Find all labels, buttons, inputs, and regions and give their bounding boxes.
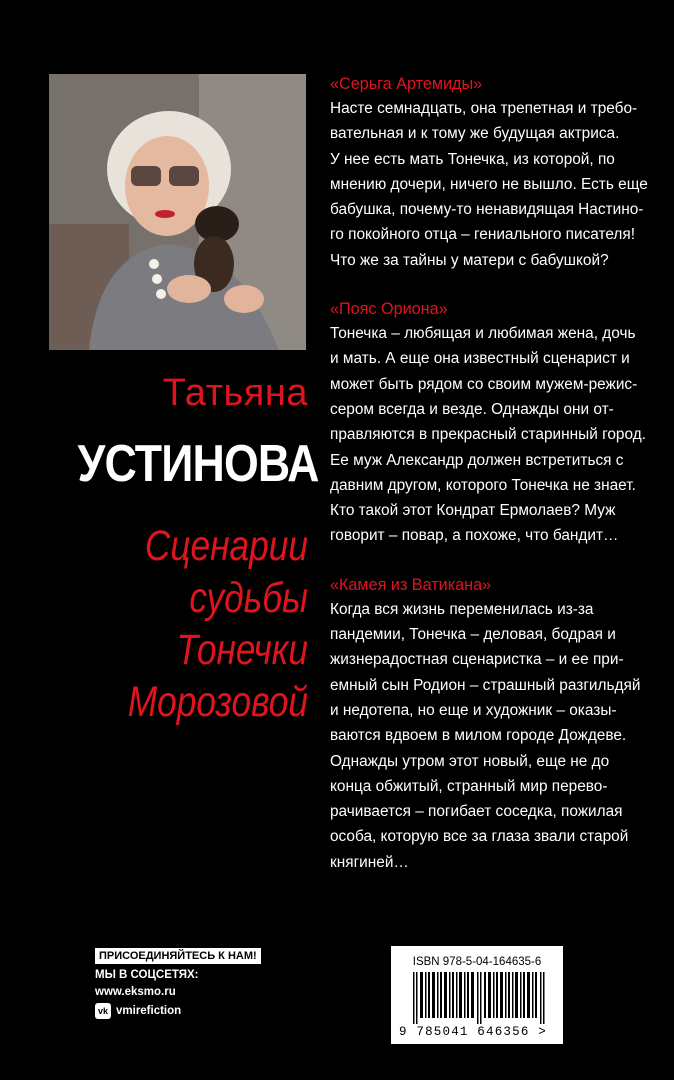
text-line: ваются вдвоем в милом городе Дождеве. [330, 727, 627, 745]
title-line: судьбы [189, 574, 308, 622]
isbn-text: ISBN 978-5-04-164635-6 [412, 956, 542, 968]
text-line: сером всегда и везде. Однажды они от- [330, 400, 614, 418]
text-line: давним другом, которого Тонечка не знает. [330, 476, 636, 494]
section-body [330, 321, 660, 549]
section-kameya [330, 573, 660, 875]
title-line: Тонечки [176, 626, 308, 674]
barcode [391, 946, 563, 1044]
text-line: правляются в прекрасный старинный город. [330, 426, 646, 444]
book-title [88, 520, 308, 728]
section-poyas [330, 297, 660, 549]
section-body [330, 96, 660, 273]
text-line: Что же за тайны у матери с бабушкой? [330, 251, 609, 269]
text-line: может быть рядом со своим мужем-режис- [330, 375, 638, 393]
text-line: Кто такой этот Кондрат Ермолаев? Муж [330, 502, 616, 520]
title-line: Морозовой [127, 678, 308, 726]
join-banner: ПРИСОЕДИНЯЙТЕСЬ К НАМ! [95, 948, 261, 964]
section-title: «Пояс Ориона» [330, 300, 448, 319]
section-body [330, 597, 660, 875]
section-title: «Серьга Артемиды» [330, 75, 483, 93]
text-line: особа, которую все за глаза звали старой [330, 828, 629, 846]
text-line: княгиней… [330, 853, 409, 871]
social-heading: МЫ В СОЦСЕТЯХ: [95, 969, 199, 981]
text-line: Ее муж Александр должен встретиться с [330, 451, 624, 469]
section-serga [330, 72, 660, 273]
text-line: емный сын Родион – страшный разгильдяй [330, 676, 641, 694]
social-block [95, 948, 275, 1019]
text-line: мнению дочери, ничего не вышло. Есть еще [330, 175, 648, 193]
text-line: и недотепа, но еще и художник – оказы- [330, 701, 617, 719]
vk-icon: vk [95, 1003, 111, 1019]
text-line: и мать. А еще она известный сценарист и [330, 350, 630, 368]
site-link[interactable]: www.eksmo.ru [95, 986, 176, 998]
vk-link[interactable] [95, 1003, 275, 1019]
text-line: вательная и к тому же будущая актриса. [330, 125, 620, 143]
text-line: Насте семнадцать, она трепетная и требо- [330, 100, 638, 117]
annotations [330, 72, 660, 875]
author-first-name: Татьяна [162, 372, 308, 414]
author-photo [49, 74, 306, 350]
section-title: «Камея из Ватикана» [330, 575, 492, 594]
barcode-bars [413, 972, 545, 1024]
text-line: пандемии, Тонечка – деловая, бодрая и [330, 626, 616, 644]
title-line: Сценарии [144, 522, 308, 570]
text-line: У нее есть мать Тонечка, из которой, по [330, 150, 615, 168]
text-line: го покойного отца – гениального писателя! [330, 226, 636, 244]
author-last-name: УСТИНОВА [77, 435, 319, 493]
text-line: рачивается – погибает соседка, пожилая [330, 803, 623, 821]
vk-handle: vmirefiction [116, 1005, 182, 1017]
barcode-number: 9 785041 646356 > [399, 1025, 547, 1039]
text-line: Однажды утром этот новый, еще не до [330, 752, 610, 770]
text-line: бабушка, почему-то ненавидящая Настино- [330, 201, 644, 219]
text-line: жизнерадостная сценаристка – и ее при- [330, 651, 624, 669]
text-line: конца обжитый, странный мир перево- [330, 777, 608, 795]
text-line: говорит – повар, а похоже, что бандит… [330, 527, 619, 545]
text-line: Тонечка – любящая и любимая жена, дочь [330, 325, 636, 343]
text-line: Когда вся жизнь переменилась из-за [330, 600, 594, 618]
